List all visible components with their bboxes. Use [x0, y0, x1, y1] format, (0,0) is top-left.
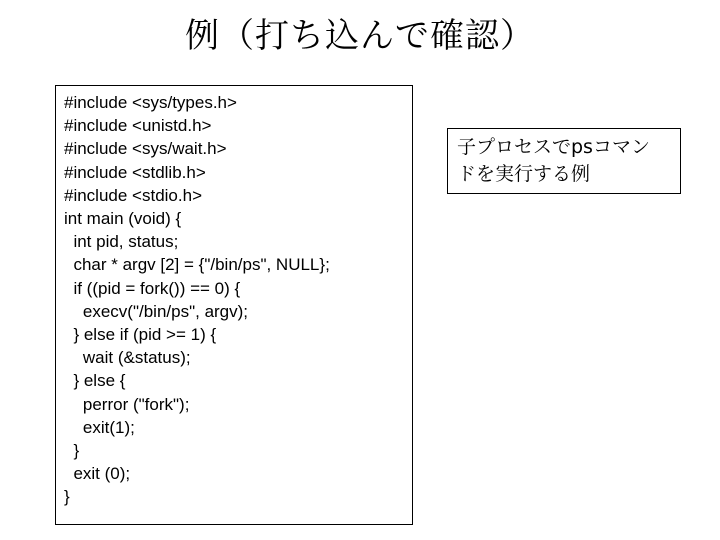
- code-line: int pid, status;: [64, 232, 179, 252]
- code-line: #include <unistd.h>: [64, 116, 212, 136]
- code-line: exit(1);: [64, 417, 135, 437]
- code-line: wait (&status);: [64, 348, 191, 368]
- note-line: ドを実行する例: [457, 163, 591, 185]
- code-listing-box: [55, 85, 413, 525]
- description-note-box: [447, 128, 681, 194]
- code-line: #include <sys/types.h>: [64, 93, 237, 112]
- code-line: perror ("fork");: [64, 394, 190, 414]
- code-line: execv("/bin/ps", argv);: [64, 301, 249, 321]
- code-line: #include <stdlib.h>: [64, 162, 206, 182]
- code-line: exit (0);: [64, 464, 131, 484]
- code-line: int main (void) {: [64, 209, 182, 229]
- code-line: } else if (pid >= 1) {: [64, 325, 217, 345]
- code-line: }: [64, 487, 70, 507]
- code-line: if ((pid = fork()) == 0) {: [64, 278, 241, 298]
- slide-title: 例（打ち込んで確認）: [185, 16, 535, 56]
- code-line: #include <stdio.h>: [64, 185, 202, 205]
- note-line: 子プロセスでpsコマン: [457, 136, 650, 158]
- code-line: } else {: [64, 371, 126, 391]
- code-line: char * argv [2] = {"/bin/ps", NULL};: [64, 255, 330, 275]
- code-line: #include <sys/wait.h>: [64, 139, 227, 159]
- code-line: }: [64, 441, 80, 461]
